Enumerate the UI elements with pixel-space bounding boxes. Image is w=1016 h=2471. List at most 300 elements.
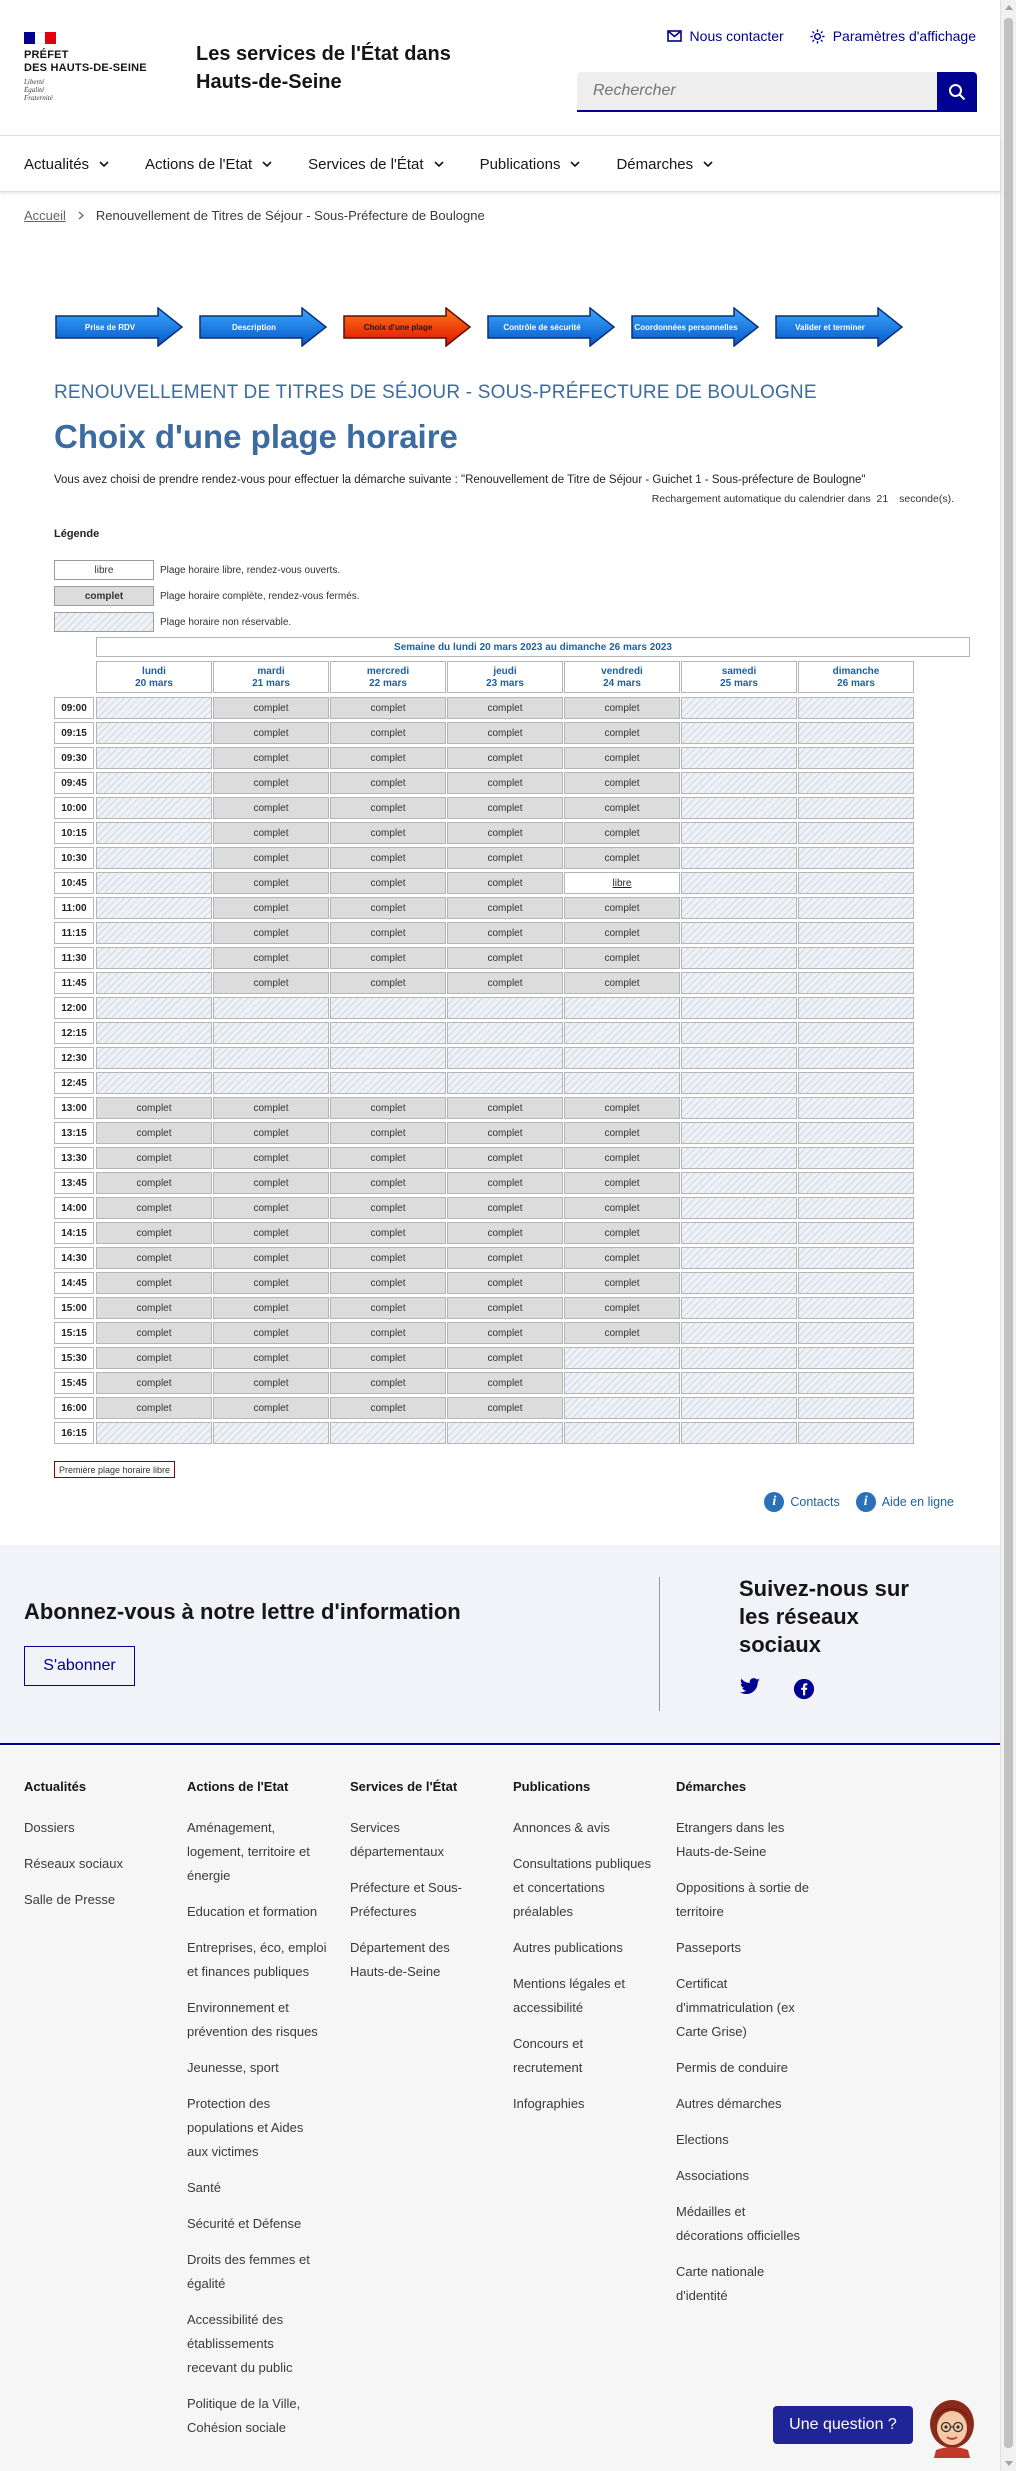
- slot-full: complet: [564, 747, 680, 769]
- slot-full: complet: [330, 1272, 446, 1294]
- slot-free[interactable]: libre: [564, 872, 680, 894]
- day-name: mardi: [257, 666, 285, 677]
- slot-unavailable: [96, 1022, 212, 1044]
- logo-text: PRÉFET DES HAUTS-DE-SEINE: [24, 49, 147, 74]
- online-help-link[interactable]: [856, 1492, 954, 1512]
- week-title: Semaine du lundi 20 mars 2023 au dimanche 26 mars 2023: [96, 637, 970, 657]
- slot-unavailable: [798, 1347, 914, 1369]
- slot-full: complet: [447, 1397, 563, 1419]
- footer-link[interactable]: Dossiers: [24, 1820, 75, 1835]
- nav-label: Publications: [479, 155, 561, 173]
- footer-link[interactable]: Autres publications: [513, 1940, 623, 1955]
- slot-full: complet: [213, 872, 329, 894]
- time-label: 14:00: [54, 1197, 94, 1219]
- slot-unavailable: [213, 1422, 329, 1444]
- contact-link[interactable]: [667, 28, 784, 44]
- slot-full: complet: [213, 1122, 329, 1144]
- slot-unavailable: [330, 1047, 446, 1069]
- time-label: 10:45: [54, 872, 94, 894]
- footer-link[interactable]: Santé: [187, 2180, 221, 2195]
- nav-item-demarches[interactable]: [616, 136, 713, 192]
- main-nav: [0, 136, 1000, 192]
- footer-link[interactable]: Certificat d'immatriculation (ex Carte Grise): [676, 1976, 795, 2039]
- footer-link[interactable]: Salle de Presse: [24, 1892, 116, 1907]
- slot-full: complet: [447, 822, 563, 844]
- slot-unavailable: [798, 822, 914, 844]
- site-title[interactable]: Les services de l'État dans Hauts-de-Seine: [196, 43, 451, 93]
- chevron-down-icon: [262, 161, 272, 168]
- slot-unavailable: [681, 1097, 797, 1119]
- slot-full: complet: [213, 1197, 329, 1219]
- slot-unavailable: [213, 997, 329, 1019]
- footer-link[interactable]: Passeports: [676, 1940, 742, 1955]
- footer-link[interactable]: Département des Hauts-de-Seine: [350, 1940, 450, 1979]
- slot-full: complet: [330, 797, 446, 819]
- footer-link[interactable]: Jeunesse, sport: [187, 2060, 279, 2075]
- footer-column-title[interactable]: Actualités: [24, 1779, 87, 1794]
- slot-full: complet: [564, 1097, 680, 1119]
- slot-unavailable: [681, 1297, 797, 1319]
- slot-unavailable: [564, 1397, 680, 1419]
- step-3-active: [342, 307, 472, 347]
- slot-full: complet: [330, 922, 446, 944]
- slot-unavailable: [681, 847, 797, 869]
- footer-link[interactable]: Elections: [676, 2132, 729, 2147]
- time-label: 10:15: [54, 822, 94, 844]
- slot-full: complet: [330, 747, 446, 769]
- slot-unavailable: [96, 972, 212, 994]
- footer-column-title[interactable]: Démarches: [676, 1779, 747, 1794]
- legend-box-none: [54, 612, 154, 632]
- legend-text-none: Plage horaire non réservable.: [160, 616, 292, 628]
- footer-link[interactable]: Concours et recrutement: [513, 2036, 584, 2075]
- first-free-slot-button[interactable]: Première plage horaire libre: [54, 1461, 175, 1478]
- page-title: Choix d'une plage horaire: [54, 418, 458, 455]
- scroll-up-arrow-icon[interactable]: [1005, 5, 1013, 10]
- slot-unavailable: [798, 1172, 914, 1194]
- footer-column-title[interactable]: Publications: [513, 1779, 591, 1794]
- slot-full: complet: [447, 1197, 563, 1219]
- nav-label: Actualités: [24, 155, 90, 173]
- slot-unavailable: [96, 772, 212, 794]
- slot-unavailable: [798, 1222, 914, 1244]
- slot-full: complet: [447, 1247, 563, 1269]
- footer-link[interactable]: Aménagement, logement, territoire et énergie: [187, 1820, 310, 1883]
- footer-link[interactable]: Permis de conduire: [676, 2060, 788, 2075]
- day-name: samedi: [721, 666, 757, 677]
- time-label: 12:00: [54, 997, 94, 1019]
- day-header: [564, 661, 680, 693]
- chevron-down-icon: [570, 161, 580, 168]
- slot-full: complet: [213, 722, 329, 744]
- slot-unavailable: [681, 747, 797, 769]
- slot-unavailable: [798, 1397, 914, 1419]
- slot-full: complet: [447, 847, 563, 869]
- slot-full: complet: [330, 1097, 446, 1119]
- slot-unavailable: [798, 1072, 914, 1094]
- slot-unavailable: [681, 1247, 797, 1269]
- chevron-down-icon: [99, 161, 109, 168]
- slot-full: complet: [447, 897, 563, 919]
- legend-title: Légende: [54, 528, 100, 540]
- slot-unavailable: [798, 947, 914, 969]
- legend-text-free: Plage horaire libre, rendez-vous ouverts.: [160, 564, 341, 576]
- slot-full: complet: [447, 947, 563, 969]
- slot-unavailable: [681, 997, 797, 1019]
- footer-link[interactable]: Politique de la Ville, Cohésion sociale: [187, 2396, 301, 2435]
- slot-unavailable: [564, 1022, 680, 1044]
- step-label: Choix d'une plage: [363, 322, 433, 332]
- footer-column: [24, 1779, 164, 1924]
- slot-full: complet: [447, 1147, 563, 1169]
- slot-full: complet: [447, 922, 563, 944]
- chatbot-question-button[interactable]: Une question ?: [773, 2406, 913, 2444]
- footer-link[interactable]: Education et formation: [187, 1904, 318, 1919]
- slot-full: complet: [96, 1397, 212, 1419]
- breadcrumb: [24, 208, 485, 223]
- slot-unavailable: [96, 872, 212, 894]
- nav-item-actualites[interactable]: [24, 136, 109, 192]
- time-label: 11:15: [54, 922, 94, 944]
- chevron-down-icon: [703, 161, 713, 168]
- step-label: Description: [231, 322, 276, 332]
- time-label: 14:45: [54, 1272, 94, 1294]
- slot-full: complet: [213, 822, 329, 844]
- slot-full: complet: [330, 1347, 446, 1369]
- step-4: [486, 307, 616, 347]
- slot-unavailable: [564, 1047, 680, 1069]
- slot-unavailable: [96, 722, 212, 744]
- slot-full: complet: [96, 1122, 212, 1144]
- slot-full: complet: [564, 897, 680, 919]
- slot-unavailable: [330, 1072, 446, 1094]
- time-label: 11:45: [54, 972, 94, 994]
- reload-prefix: Rechargement automatique du calendrier dans: [651, 493, 871, 505]
- day-date: 24 mars: [603, 678, 641, 689]
- slot-full: complet: [330, 1397, 446, 1419]
- twitter-icon[interactable]: [739, 1678, 761, 1696]
- footer-link[interactable]: Carte nationale d'identité: [676, 2264, 765, 2303]
- footer-link[interactable]: Droits des femmes et égalité: [187, 2252, 310, 2291]
- republic-motto: Liberté Égalité Fraternité: [24, 78, 53, 102]
- online-help-label: Aide en ligne: [881, 1495, 954, 1509]
- slot-unavailable: [96, 1047, 212, 1069]
- day-name: mercredi: [366, 666, 410, 677]
- time-label: 15:30: [54, 1347, 94, 1369]
- slot-unavailable: [96, 997, 212, 1019]
- display-settings-label: Paramètres d'affichage: [832, 28, 976, 44]
- site-header: [0, 0, 1000, 136]
- french-flag-icon: [24, 32, 56, 44]
- slot-unavailable: [681, 1272, 797, 1294]
- slot-full: complet: [330, 972, 446, 994]
- slot-full: complet: [564, 772, 680, 794]
- slot-unavailable: [681, 947, 797, 969]
- slot-unavailable: [798, 797, 914, 819]
- day-date: 26 mars: [837, 678, 875, 689]
- vertical-scrollbar[interactable]: [1000, 0, 1016, 2471]
- reload-suffix: seconde(s).: [899, 493, 954, 505]
- slot-full: complet: [96, 1097, 212, 1119]
- slot-unavailable: [564, 997, 680, 1019]
- slot-unavailable: [681, 1322, 797, 1344]
- legend-text-full: Plage horaire complète, rendez-vous fermés.: [160, 590, 360, 602]
- footer-link[interactable]: Oppositions à sortie de territoire: [676, 1880, 809, 1919]
- footer-link[interactable]: Entreprises, éco, emploi et finances publiques: [187, 1940, 327, 1979]
- slot-unavailable: [681, 1222, 797, 1244]
- slot-full: complet: [96, 1322, 212, 1344]
- slot-full: complet: [564, 797, 680, 819]
- slot-full: complet: [330, 772, 446, 794]
- contact-label: Nous contacter: [689, 28, 784, 44]
- slot-unavailable: [681, 872, 797, 894]
- search-bar: [577, 72, 977, 112]
- footer-link[interactable]: Consultations publiques et concertations préalables: [513, 1856, 652, 1919]
- slot-full: complet: [330, 697, 446, 719]
- slot-unavailable: [681, 797, 797, 819]
- time-label: 16:15: [54, 1422, 94, 1444]
- slot-unavailable: [447, 1047, 563, 1069]
- section-heading: RENOUVELLEMENT DE TITRES DE SÉJOUR - SOUS-PRÉFECTURE DE BOULOGNE: [54, 382, 817, 403]
- footer-link[interactable]: Environnement et prévention des risques: [187, 2000, 318, 2039]
- slot-unavailable: [681, 972, 797, 994]
- slot-full: complet: [564, 1272, 680, 1294]
- slot-full: complet: [447, 747, 563, 769]
- header-links: [667, 28, 976, 44]
- legend-box-full: complet: [54, 586, 154, 606]
- slot-full: complet: [96, 1372, 212, 1394]
- nav-label: Actions de l'Etat: [145, 155, 253, 173]
- day-date: 23 mars: [486, 678, 524, 689]
- time-label: 15:00: [54, 1297, 94, 1319]
- nav-item-actions[interactable]: [145, 136, 272, 192]
- time-label: 09:30: [54, 747, 94, 769]
- footer-link[interactable]: Préfecture et Sous-Préfectures: [350, 1880, 462, 1919]
- slot-unavailable: [798, 897, 914, 919]
- search-icon: [948, 83, 966, 101]
- footer-column: [350, 1779, 490, 1996]
- slot-unavailable: [213, 1022, 329, 1044]
- breadcrumb-home-link[interactable]: Accueil: [24, 208, 66, 223]
- slot-unavailable: [681, 697, 797, 719]
- time-label: 12:45: [54, 1072, 94, 1094]
- chatbot-avatar-icon[interactable]: [924, 2394, 980, 2458]
- slot-full: complet: [564, 947, 680, 969]
- footer-link[interactable]: Accessibilité des établissements recevant du public: [187, 2312, 293, 2375]
- prefet-logo[interactable]: [24, 32, 147, 102]
- time-label: 14:15: [54, 1222, 94, 1244]
- newsletter-divider: [659, 1577, 660, 1711]
- slot-unavailable: [96, 847, 212, 869]
- slot-unavailable: [681, 1147, 797, 1169]
- day-header: [330, 661, 446, 693]
- slot-unavailable: [330, 997, 446, 1019]
- slot-unavailable: [798, 1272, 914, 1294]
- slot-full: complet: [330, 1147, 446, 1169]
- info-icon: i: [764, 1492, 784, 1512]
- time-label: 10:00: [54, 797, 94, 819]
- slot-full: complet: [213, 1322, 329, 1344]
- slot-unavailable: [447, 1422, 563, 1444]
- step-5: [630, 307, 760, 347]
- slot-unavailable: [681, 1347, 797, 1369]
- slot-unavailable: [798, 1422, 914, 1444]
- legend-box-free: libre: [54, 560, 154, 580]
- slot-full: complet: [564, 722, 680, 744]
- nav-item-services[interactable]: [308, 136, 443, 192]
- slot-full: complet: [330, 1322, 446, 1344]
- footer-link[interactable]: Autres démarches: [676, 2096, 782, 2111]
- slot-unavailable: [798, 747, 914, 769]
- footer-link[interactable]: Protection des populations et Aides aux victimes: [187, 2096, 304, 2159]
- slot-unavailable: [213, 1072, 329, 1094]
- search-input[interactable]: [577, 72, 937, 112]
- chevron-right-icon: [78, 211, 84, 220]
- day-date: 20 mars: [135, 678, 173, 689]
- slot-unavailable: [681, 1372, 797, 1394]
- slot-full: complet: [213, 947, 329, 969]
- footer-column-title[interactable]: Services de l'État: [350, 1779, 458, 1794]
- slot-unavailable: [96, 822, 212, 844]
- search-button[interactable]: [937, 72, 977, 112]
- slot-unavailable: [447, 1072, 563, 1094]
- slot-unavailable: [564, 1347, 680, 1369]
- slot-unavailable: [798, 1297, 914, 1319]
- envelope-icon: [667, 30, 682, 42]
- legend-row-free: [54, 560, 360, 580]
- slot-full: complet: [564, 697, 680, 719]
- time-label: 12:15: [54, 1022, 94, 1044]
- day-name: vendredi: [601, 666, 643, 677]
- slot-full: complet: [330, 947, 446, 969]
- footer-link[interactable]: Mentions légales et accessibilité: [513, 1976, 626, 2015]
- slot-full: complet: [213, 1172, 329, 1194]
- footer-link[interactable]: Réseaux sociaux: [24, 1856, 123, 1871]
- footer-link[interactable]: Infographies: [513, 2096, 585, 2111]
- slot-unavailable: [96, 897, 212, 919]
- slot-full: complet: [213, 1222, 329, 1244]
- slot-full: complet: [564, 847, 680, 869]
- slot-full: complet: [564, 1172, 680, 1194]
- slot-unavailable: [798, 872, 914, 894]
- time-label: 13:45: [54, 1172, 94, 1194]
- slot-full: complet: [564, 1297, 680, 1319]
- slot-full: complet: [213, 797, 329, 819]
- slot-unavailable: [564, 1372, 680, 1394]
- slot-full: complet: [330, 1197, 446, 1219]
- social-icons: [739, 1678, 815, 1700]
- newsletter-title: Abonnez-vous à notre lettre d'information: [24, 1599, 461, 1624]
- slot-unavailable: [447, 997, 563, 1019]
- slot-unavailable: [564, 1072, 680, 1094]
- slot-full: complet: [330, 872, 446, 894]
- slot-unavailable: [681, 1072, 797, 1094]
- slot-unavailable: [798, 922, 914, 944]
- slot-full: complet: [564, 1122, 680, 1144]
- slot-unavailable: [798, 1372, 914, 1394]
- slot-full: complet: [330, 847, 446, 869]
- day-date: 21 mars: [252, 678, 290, 689]
- subscribe-button[interactable]: S'abonner: [24, 1646, 135, 1686]
- scroll-down-arrow-icon[interactable]: [1005, 2461, 1013, 2466]
- footer-link[interactable]: Annonces & avis: [513, 1820, 610, 1835]
- steps-bar: [54, 307, 904, 347]
- day-name: dimanche: [832, 666, 880, 677]
- slot-unavailable: [681, 1022, 797, 1044]
- slot-unavailable: [330, 1422, 446, 1444]
- facebook-icon[interactable]: [793, 1678, 815, 1700]
- intro-text: Vous avez choisi de prendre rendez-vous pour effectuer la démarche suivante : "Renouvellement de Titre de Séjour - Guichet 1 - Sous-préfecture de Boulogne": [54, 474, 866, 486]
- time-label: 11:30: [54, 947, 94, 969]
- footer-link[interactable]: Médailles et décorations officielles: [676, 2204, 801, 2243]
- display-settings-link[interactable]: [810, 28, 976, 44]
- slot-full: complet: [213, 772, 329, 794]
- sun-icon: [810, 29, 825, 44]
- slot-full: complet: [213, 1247, 329, 1269]
- slot-unavailable: [798, 972, 914, 994]
- time-label: 10:30: [54, 847, 94, 869]
- slot-full: complet: [564, 1247, 680, 1269]
- slot-full: complet: [447, 1272, 563, 1294]
- slot-unavailable: [798, 697, 914, 719]
- slot-unavailable: [798, 1147, 914, 1169]
- slot-unavailable: [447, 1022, 563, 1044]
- step-label: Valider et terminer: [795, 322, 865, 332]
- slot-full: complet: [447, 1372, 563, 1394]
- nav-item-publications[interactable]: [480, 136, 581, 192]
- slot-full: complet: [447, 1122, 563, 1144]
- slot-full: complet: [447, 1222, 563, 1244]
- legend: [54, 560, 360, 638]
- slot-full: complet: [213, 972, 329, 994]
- slot-full: complet: [447, 972, 563, 994]
- legend-row-none: [54, 612, 360, 632]
- slot-unavailable: [96, 922, 212, 944]
- step-6: [774, 307, 904, 347]
- footer-link[interactable]: Associations: [676, 2168, 749, 2183]
- step-1: [54, 307, 184, 347]
- time-label: 15:45: [54, 1372, 94, 1394]
- scrollbar-thumb[interactable]: [1004, 18, 1013, 2448]
- slot-full: complet: [96, 1172, 212, 1194]
- slot-full: complet: [213, 1272, 329, 1294]
- slot-full: complet: [213, 847, 329, 869]
- slot-unavailable: [798, 847, 914, 869]
- footer-column-title[interactable]: Actions de l'Etat: [187, 1779, 289, 1794]
- slot-full: complet: [447, 722, 563, 744]
- time-label: 13:30: [54, 1147, 94, 1169]
- slot-full: complet: [564, 922, 680, 944]
- footer-link[interactable]: Services départementaux: [350, 1820, 444, 1859]
- time-label: 09:00: [54, 697, 94, 719]
- slot-full: complet: [96, 1272, 212, 1294]
- slot-unavailable: [681, 897, 797, 919]
- slot-unavailable: [681, 1197, 797, 1219]
- footer-column: [513, 1779, 653, 2128]
- slot-full: complet: [213, 1097, 329, 1119]
- time-label: 09:45: [54, 772, 94, 794]
- day-date: 22 mars: [369, 678, 407, 689]
- slot-full: complet: [213, 922, 329, 944]
- slot-full: complet: [330, 1247, 446, 1269]
- slot-unavailable: [96, 697, 212, 719]
- footer-link[interactable]: Sécurité et Défense: [187, 2216, 302, 2231]
- footer-link[interactable]: Etrangers dans les Hauts-de-Seine: [676, 1820, 785, 1859]
- day-date: 25 mars: [720, 678, 758, 689]
- contacts-label: Contacts: [790, 1495, 840, 1509]
- contacts-link[interactable]: [764, 1492, 839, 1512]
- step-label: Contrôle de sécurité: [503, 322, 581, 332]
